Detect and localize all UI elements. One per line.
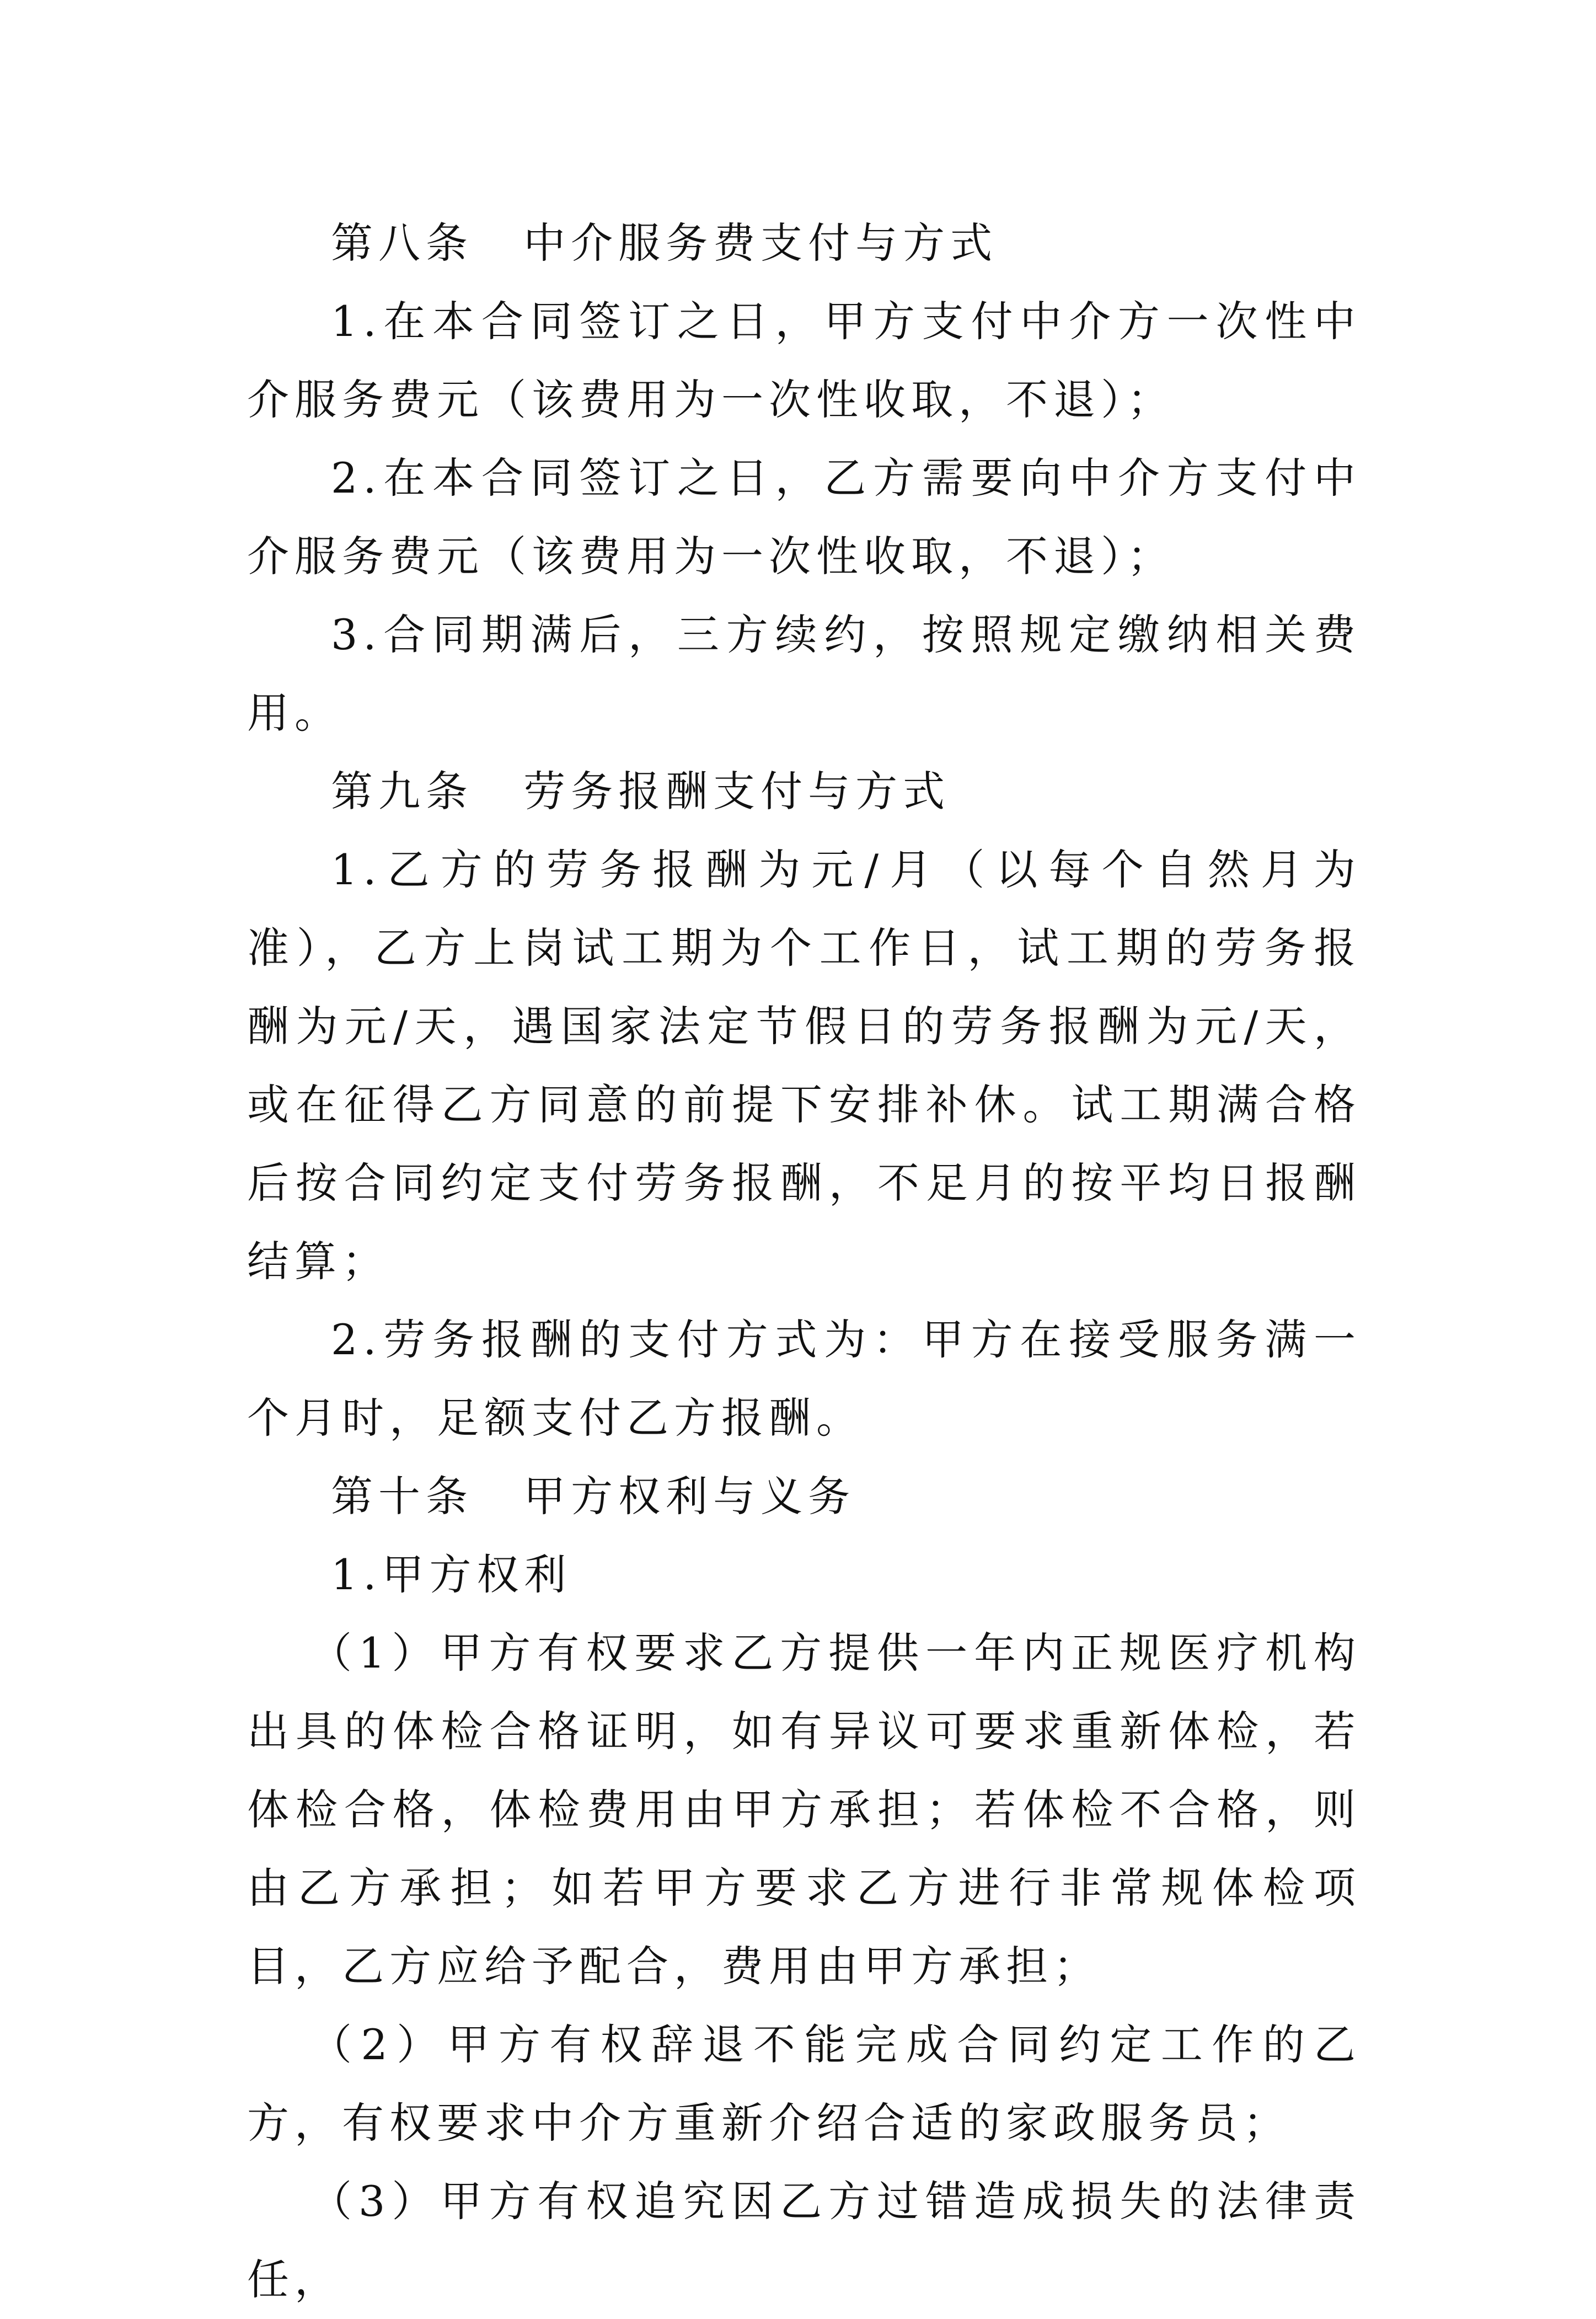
article-8-title: 中介服务费支付与方式 xyxy=(523,218,998,268)
article-10-subheading: 1.甲方权利 xyxy=(331,1550,572,1599)
article-10-number: 第十条 xyxy=(331,1472,473,1521)
article-9-item-2: 2.劳务报酬的支付方式为：甲方在接受服务满一个月时，足额支付乙方报酬。 xyxy=(247,1315,1361,1442)
article-8-item-3: 3.合同期满后，三方续约，按照规定缴纳相关费用。 xyxy=(247,610,1361,738)
document-body xyxy=(247,204,1361,2319)
article-8-item-2: 2.在本合同签订之日，乙方需要向中介方支付中介服务费元（该费用为一次性收取，不退）； xyxy=(247,453,1361,581)
article-9-item-1: 1.乙方的劳务报酬为元/月（以每个自然月为准），乙方上岗试工期为个工作日，试工期的劳务报酬为元/天，遇国家法定节假日的劳务报酬为元/天，或在征得乙方同意的前提下安排补休。试工期满合格后按合同约定支付劳务报酬，不足月的按平均日报酬结算； xyxy=(247,845,1361,1286)
article-8-item-1: 1.在本合同签订之日，甲方支付中介方一次性中介服务费元（该费用为一次性收取，不退）； xyxy=(247,297,1361,424)
article-8-number: 第八条 xyxy=(331,218,473,268)
article-10-item-3: （3）甲方有权追究因乙方过错造成损失的法律责任， xyxy=(247,2177,1361,2304)
article-10-item-1: （1）甲方有权要求乙方提供一年内正规医疗机构出具的体检合格证明，如有异议可要求重新体检，若体检合格，体检费用由甲方承担；若体检不合格，则由乙方承担；如若甲方要求乙方进行非常规体检项目，乙方应给予配合，费用由甲方承担； xyxy=(247,1628,1361,1991)
article-9-number: 第九条 xyxy=(331,767,473,816)
article-9-title: 劳务报酬支付与方式 xyxy=(523,767,951,816)
article-10-title: 甲方权利与义务 xyxy=(523,1472,856,1521)
article-8-heading xyxy=(247,204,1361,282)
article-10-heading xyxy=(247,1457,1361,1536)
article-10-item-2: （2）甲方有权辞退不能完成合同约定工作的乙方，有权要求中介方重新介绍合适的家政服务员； xyxy=(247,2020,1361,2147)
article-9-heading xyxy=(247,752,1361,831)
